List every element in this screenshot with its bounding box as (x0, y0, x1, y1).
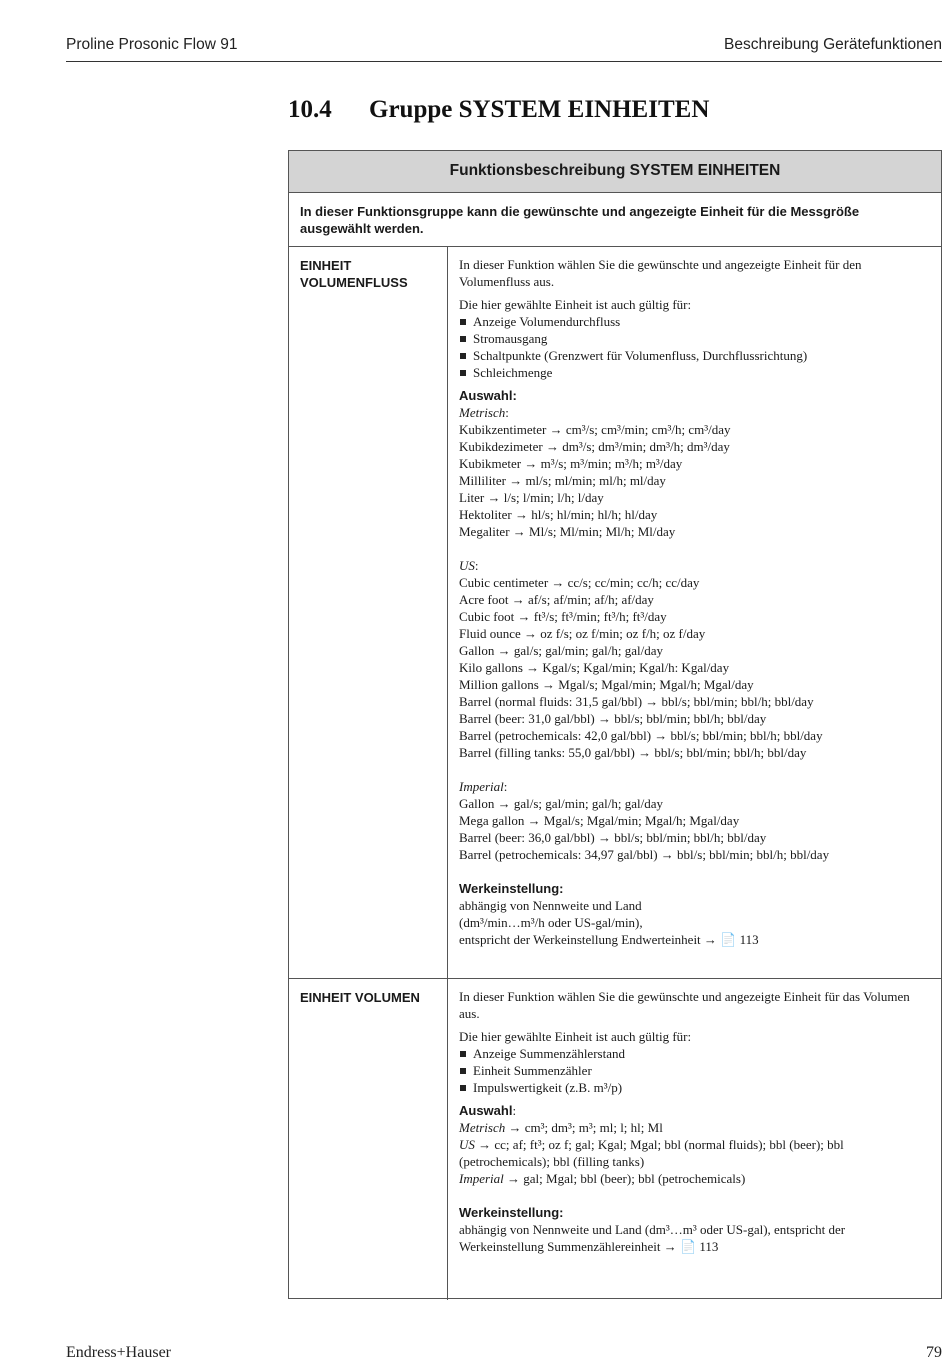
list-item: Gallon → gal/s; gal/min; gal/h; gal/day (459, 796, 663, 811)
list-item: Kubikzentimeter → cm³/s; cm³/min; cm³/h; cm³/day (459, 422, 731, 437)
imperial-label: Imperial (459, 779, 504, 794)
header-rule (66, 61, 942, 62)
section-title-text: Gruppe SYSTEM EINHEITEN (369, 96, 710, 123)
column-divider (447, 979, 448, 1300)
table-heading: Funktionsbeschreibung SYSTEM EINHEITEN (289, 151, 941, 193)
selection-label: Auswahl: (459, 388, 517, 403)
us-units: → cc; af; ft³; oz f; gal; Kgal; Mgal; bbl (normal fluids); bbl (beer); bbl (petrochemicals); bbl (filling tanks) (459, 1137, 844, 1169)
list-item: Liter → l/s; l/min; l/h; l/day (459, 490, 604, 505)
list-item: Schleichmenge (459, 364, 931, 381)
selection-heading: Auswahl: (459, 1103, 517, 1118)
imperial-heading: Imperial: (459, 779, 508, 794)
valid-for-list (459, 313, 931, 381)
section-number: 10.4 (288, 96, 332, 123)
default-label: Werkeinstellung: (459, 881, 564, 896)
list-item: Cubic foot → ft³/s; ft³/min; ft³/h; ft³/day (459, 609, 667, 624)
column-divider (447, 247, 448, 978)
default-label: Werkeinstellung: (459, 1205, 564, 1220)
list-item: Barrel (petrochemicals: 42,0 gal/bbl) → bbl/s; bbl/min; bbl/h; bbl/day (459, 728, 823, 743)
us-label: US (459, 558, 475, 573)
default-line: abhängig von Nennweite und Land (459, 898, 642, 913)
metric-label: Metrisch (459, 405, 506, 420)
header-product-name: Proline Prosonic Flow 91 (66, 36, 238, 53)
section-title (288, 96, 709, 124)
list-item: Gallon → gal/s; gal/min; gal/h; gal/day (459, 643, 663, 658)
row-description: In dieser Funktion wählen Sie die gewünschte und angezeigte Einheit für das Volumen aus. (459, 989, 910, 1021)
metric-line (459, 1119, 931, 1136)
header-chapter-title: Beschreibung Gerätefunktionen (723, 36, 942, 53)
metric-label: Metrisch (459, 1120, 506, 1135)
list-item: Kubikdezimeter → dm³/s; dm³/min; dm³/h; dm³/day (459, 439, 730, 454)
valid-for-text: Die hier gewählte Einheit ist auch gültig für: (459, 297, 692, 312)
us-heading: US: (459, 558, 479, 573)
list-item: Cubic centimeter → cc/s; cc/min; cc/h; cc/day (459, 575, 700, 590)
default-text: abhängig von Nennweite und Land (dm³…m³ oder US-gal), entspricht der Werkeinstellung Summenzählereinheit → 📄 113 (459, 1222, 846, 1254)
table-row-einheit-volumen (289, 979, 941, 1300)
list-item: Barrel (petrochemicals: 34,97 gal/bbl) → bbl/s; bbl/min; bbl/h; bbl/day (459, 847, 830, 862)
list-item: Anzeige Volumendurchfluss (459, 313, 931, 330)
list-item: Mega gallon → Mgal/s; Mgal/min; Mgal/h; Mgal/day (459, 813, 740, 828)
list-item: Kilo gallons → Kgal/s; Kgal/min; Kgal/h: Kgal/day (459, 660, 730, 675)
metric-heading: Metrisch: (459, 405, 509, 420)
list-item: Milliliter → ml/s; ml/min; ml/h; ml/day (459, 473, 666, 488)
function-table (288, 150, 942, 1299)
list-item: Einheit Summenzähler (459, 1062, 931, 1079)
list-item: Barrel (beer: 36,0 gal/bbl) → bbl/s; bbl/min; bbl/h; bbl/day (459, 830, 767, 845)
page-number: 79 (926, 1344, 942, 1361)
list-item: Acre foot → af/s; af/min; af/h; af/day (459, 592, 654, 607)
list-item: Megaliter → Ml/s; Ml/min; Ml/h; Ml/day (459, 524, 676, 539)
list-item: Hektoliter → hl/s; hl/min; hl/h; hl/day (459, 507, 658, 522)
list-item: Barrel (filling tanks: 55,0 gal/bbl) → bbl/s; bbl/min; bbl/h; bbl/day (459, 745, 807, 760)
valid-for-text: Die hier gewählte Einheit ist auch gültig für: (459, 1029, 692, 1044)
default-line: entspricht der Werkeinstellung Endwerteinheit → 📄 113 (459, 932, 759, 947)
us-label: US (459, 1137, 475, 1152)
us-line (459, 1136, 931, 1170)
imperial-units: → gal; Mgal; bbl (beer); bbl (petrochemicals) (503, 1171, 746, 1186)
list-item: Barrel (beer: 31,0 gal/bbl) → bbl/s; bbl/min; bbl/h; bbl/day (459, 711, 767, 726)
footer-company: Endress+Hauser (66, 1344, 171, 1361)
row-content (459, 988, 931, 1255)
row-content (459, 256, 931, 948)
default-line: (dm³/min…m³/h oder US-gal/min), (459, 915, 643, 930)
list-item: Fluid ounce → oz f/s; oz f/min; oz f/h; oz f/day (459, 626, 706, 641)
list-item: Impulswertigkeit (z.B. m³/p) (459, 1079, 931, 1096)
imperial-label: Imperial (459, 1171, 504, 1186)
list-item: Schaltpunkte (Grenzwert für Volumenfluss, Durchflussrichtung) (459, 347, 931, 364)
metric-units: → cm³; dm³; m³; ml; l; hl; Ml (505, 1120, 663, 1135)
table-intro: In dieser Funktionsgruppe kann die gewünschte und angezeigte Einheit für die Messgröße ausgewählt werden. (289, 193, 941, 247)
selection-label: Auswahl (459, 1103, 513, 1118)
list-item: Anzeige Summenzählerstand (459, 1045, 931, 1062)
valid-for-list (459, 1045, 931, 1096)
list-item: Stromausgang (459, 330, 931, 347)
row-label: EINHEIT VOLUMEN (300, 990, 420, 1005)
list-item: Million gallons → Mgal/s; Mgal/min; Mgal/h; Mgal/day (459, 677, 754, 692)
list-item: Barrel (normal fluids: 31,5 gal/bbl) → bbl/s; bbl/min; bbl/h; bbl/day (459, 694, 814, 709)
row-description: In dieser Funktion wählen Sie die gewünschte und angezeigte Einheit für den Volumenfluss aus. (459, 257, 862, 289)
table-row-einheit-volumenfluss (289, 247, 941, 979)
imperial-line (459, 1170, 931, 1187)
list-item: Kubikmeter → m³/s; m³/min; m³/h; m³/day (459, 456, 683, 471)
row-label: EINHEIT VOLUMENFLUSS (300, 258, 408, 290)
